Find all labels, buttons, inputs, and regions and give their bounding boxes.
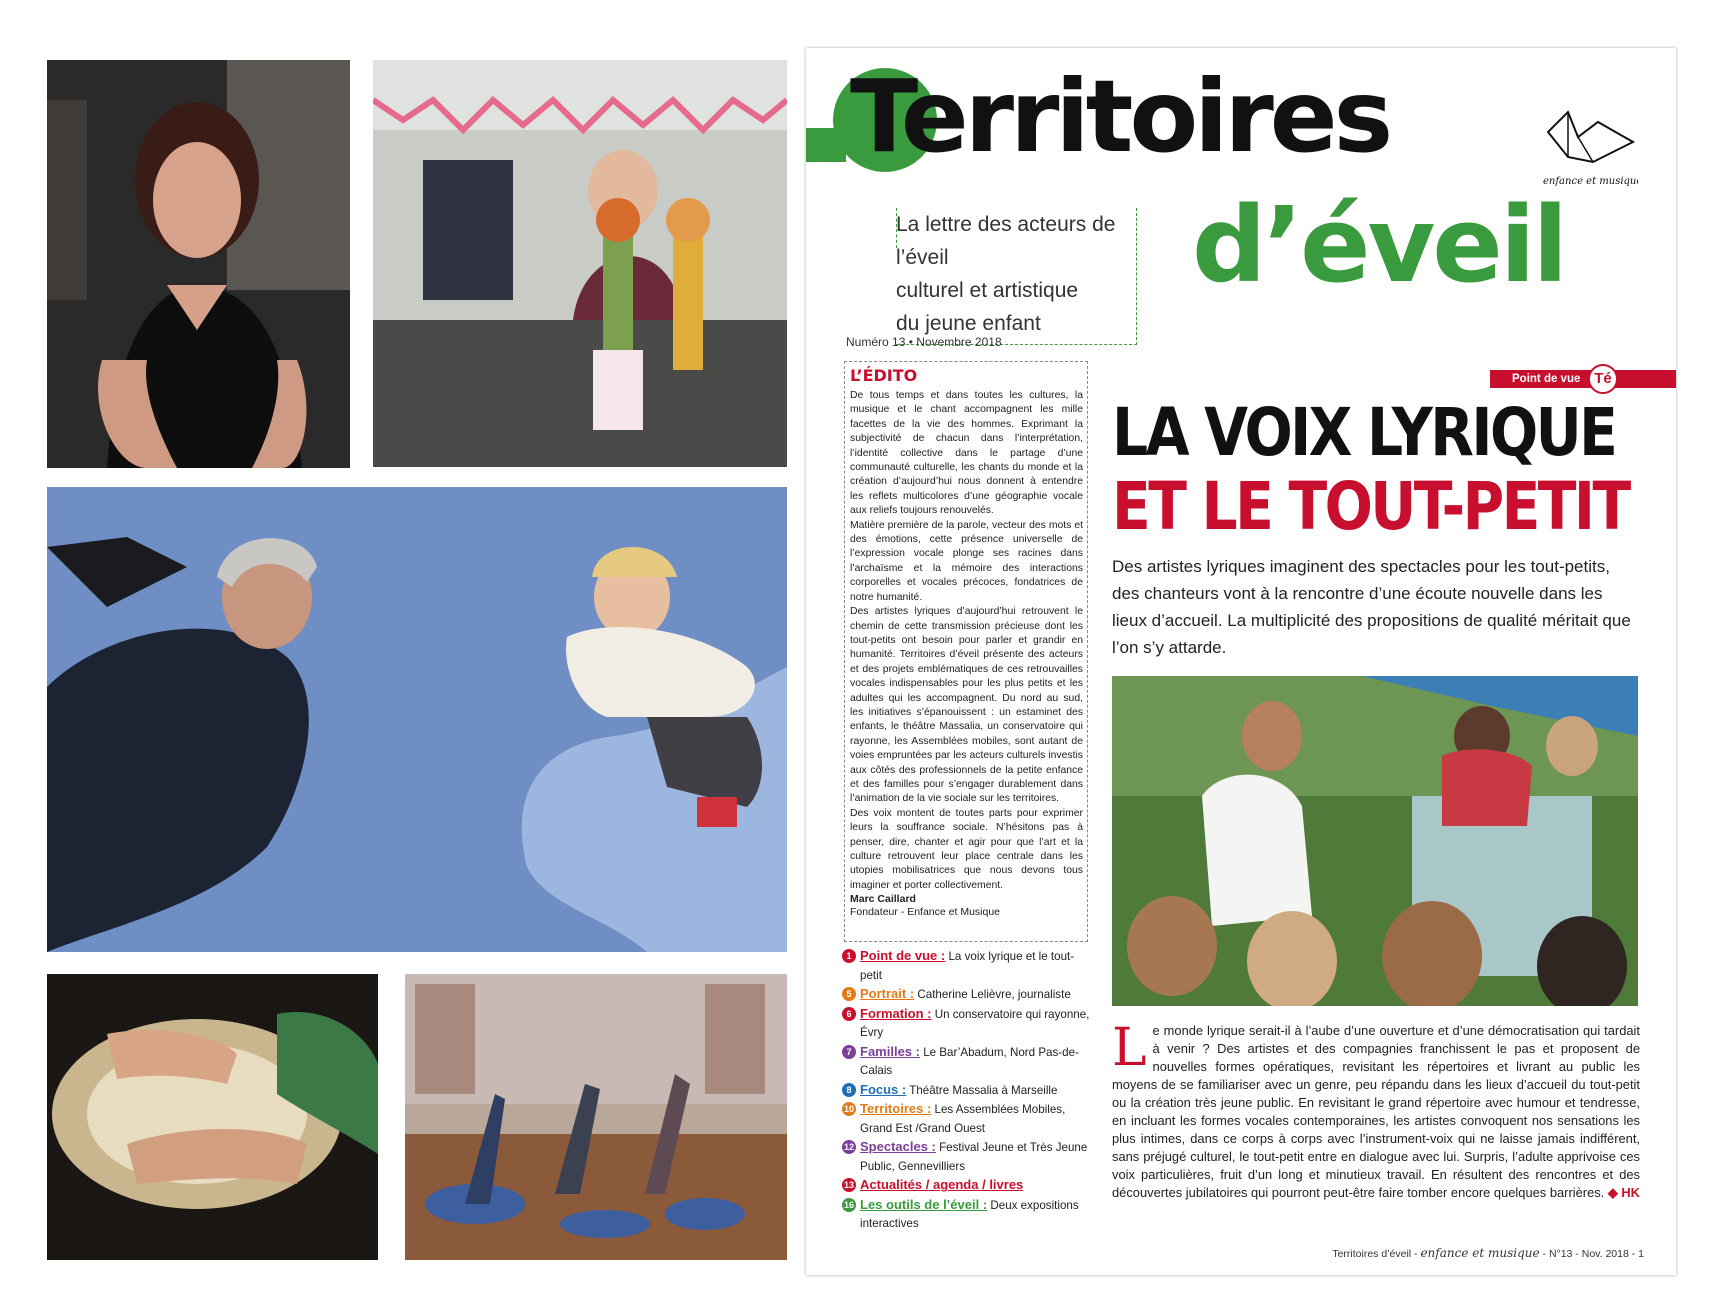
edito-paragraph: De tous temps et dans toutes les cultures, la musique et le chant accompagnent les mille facettes de la vie des hommes. Exprimant la subjectivité de chacun dans l’interprétation, l’identité collective dans le partage d’une communauté culturelle, les chants du monde et la création d’aujourd’hui nous donnent à entendre les reflets multicolores d’une géographie vocale aux reliefs toujours renouvelés. (850, 390, 1083, 517)
headline-line2: ET LE TOUT-PETIT (1112, 468, 1629, 545)
toc-description: Deux expositions interactives (860, 1198, 1079, 1230)
tagline-line: La lettre des acteurs de l’éveil (896, 213, 1116, 269)
toc-text (860, 1100, 1092, 1138)
portrait-photo (47, 60, 350, 468)
edito-box (844, 361, 1088, 942)
toc-text (860, 1196, 1092, 1234)
toc-number-badge: 10 (843, 1104, 854, 1114)
toc-label[interactable]: Actualités / agenda / livres (860, 1177, 1024, 1192)
article-body-text: e monde lyrique serait-il à l’aube d’une ouverture et d’une démocratisation qui tardait à venir ? Des artistes et des compagnies franchissent le pas et proposent de nouvelles formes opératiques, revisitant les répertoires et livrant au public les moyens de se familiariser avec un genre, peu répandu dans les lieux d’accueil du tout-petit ou la création très jeune public. En revisitant le grand répertoire avec humour et tendresse, en incluant les formes vocales contemporaines, les artistes convoquent nos sensations les plus intimes, dans ce corps à corps avec l’instrument-voix qui ne laisse jamais indifférent, sans préjugé culturel, le tout-petit entre en dialogue avec lui. Surpris, l’adulte apprivoise ces voix particulières, fruit d’un long et minutieux travail. En résultent des rencontres et des découvertes jubilatoires qui pourront peut-être faire tomber encore quelques barrières. (1112, 1023, 1640, 1200)
toc-item[interactable] (842, 1081, 1092, 1101)
toc-item[interactable] (842, 1043, 1092, 1081)
toc-label[interactable]: Familles : (860, 1043, 920, 1059)
toc-label[interactable]: Les outils de l’éveil : (860, 1196, 988, 1212)
toc-description: Catherine Lelièvre, journaliste (914, 988, 1071, 1001)
drop-cap: L (1112, 1018, 1147, 1078)
toc-description: Le Bar’Abadum, Nord Pas-de-Calais (860, 1045, 1079, 1077)
toc-label[interactable]: Point de vue : (860, 948, 946, 963)
toc-number-badge: 16 (843, 1199, 854, 1210)
section-tag: Point de vue (1490, 370, 1676, 388)
toc-label[interactable]: Spectacles : (860, 1139, 936, 1154)
tagline-line: culturel et artistique (896, 279, 1079, 302)
party-table-photo (373, 60, 787, 467)
section-tag-badge: Té (1588, 364, 1618, 394)
toc-number-badge: 8 (842, 1083, 856, 1097)
main-article-photo (1112, 676, 1638, 1006)
edito-paragraph: Des artistes lyriques d’aujourd’hui retrouvent le chemin de cette transmission précieuse dont les tout-petits ont besoin pour parler et grandir en humanité. Territoires d’éveil présente des acteurs et des projets emblématiques de ces retrouvailles vocales indispensables pour les plus petits et les adultes qui les accompagnent. Du nord au sud, les initiatives s’épanouissent : un estaminet des enfants, le théâtre Massalia, un conservatoire qui rayonne, les Assemblées mobiles, sont autant de voies empruntées par les acteurs culturels investis aux côtés des professionnels de la petite enfance et des familles pour s’engager durablement dans l’animation de la vie sociale sur les territoires. (850, 606, 1083, 805)
toc-text (860, 1005, 1092, 1043)
article-author: ◆ HK (1607, 1185, 1640, 1200)
toc-item[interactable] (842, 1005, 1092, 1043)
masthead-title-line1: Territoires (850, 58, 1390, 175)
toc-number-badge: 1 (842, 949, 856, 963)
singer-child-photo (47, 487, 787, 952)
toc-text (860, 1138, 1092, 1176)
page-footer (1332, 1246, 1644, 1260)
toc-description: Un conservatoire qui rayonne, Évry (860, 1007, 1090, 1039)
edito-paragraph: Matière première de la parole, vecteur des mots et des émotions, cette présence universelle de l’expression vocale plonge ses racines dans l’archaïsme et la mémoire des interactions corporelles et vocales précoces, fondatrices de notre humanité. (850, 519, 1083, 603)
tagline (896, 208, 1137, 345)
dance-room-photo (405, 974, 787, 1260)
edito-paragraph: Des voix montent de toutes parts pour exprimer leurs la souffrance sociale. N’hésitons pas à penser, dire, chanter et agir pour que l’art et la culture retrouvent leur place centrale dans les utopies mobilisatrices que nous devons tous imaginer et porter collectivement. (850, 807, 1083, 891)
toc-item[interactable] (842, 1176, 1092, 1196)
article-body (1112, 1018, 1640, 1202)
toc-item[interactable] (842, 1196, 1092, 1234)
article-lede: Des artistes lyriques imaginent des spectacles pour les tout-petits, des chanteurs vont à la rencontre d’une écoute nouvelle dans les lieux d’accueil. La multiplicité des propositions de qualité méritait que l’on s’y attarde. (1112, 557, 1631, 657)
newsletter-page (806, 48, 1676, 1275)
toc-item[interactable] (842, 1138, 1092, 1176)
toc-description: Les Assemblées Mobiles, Grand Est /Grand Ouest (860, 1103, 1066, 1135)
toc-label[interactable]: Portrait : (860, 986, 915, 1001)
footer-right: - N°13 - Nov. 2018 - 1 (1539, 1248, 1644, 1260)
toc-number-badge: 6 (842, 1007, 856, 1021)
toc-item[interactable] (842, 985, 1092, 1005)
masthead-title-line2: d’éveil (1192, 184, 1566, 306)
toc-number-badge: 5 (842, 987, 856, 1001)
toc-text (860, 1081, 1057, 1101)
toc-description: La voix lyrique et le tout-petit (860, 950, 1075, 982)
toc-text (860, 985, 1071, 1005)
table-of-contents (842, 947, 1092, 1234)
edito-signature: Marc Caillard (850, 893, 916, 906)
toc-item[interactable] (842, 947, 1092, 985)
toc-description: Festival Jeune et Très Jeune Public, Gennevilliers (860, 1141, 1088, 1173)
issue-number: Numéro 13 • Novembre 2018 (846, 335, 1002, 349)
toc-number-badge: 7 (842, 1045, 856, 1059)
footer-brand: enfance et musique (1420, 1246, 1540, 1260)
toc-item[interactable] (842, 1100, 1092, 1138)
brand-logo (1538, 102, 1638, 192)
tagline-line: du jeune enfant (896, 312, 1041, 335)
toc-description: Théâtre Massalia à Marseille (906, 1083, 1058, 1097)
edito-title: L’ÉDITO (850, 366, 918, 385)
footer-left: Territoires d’éveil - (1332, 1248, 1421, 1260)
edito-role: Fondateur - Enfance et Musique (850, 906, 1001, 919)
toc-number-badge: 13 (843, 1180, 854, 1190)
toc-text (860, 947, 1092, 985)
toc-text (860, 1043, 1092, 1081)
toc-text (860, 1176, 1023, 1196)
toc-number-badge: 12 (843, 1142, 854, 1152)
hands-light-photo (47, 974, 378, 1260)
brand-logo-text: enfance et musique (1543, 176, 1638, 187)
toc-label[interactable]: Formation : (860, 1005, 932, 1021)
toc-label[interactable]: Focus : (860, 1081, 907, 1097)
toc-label[interactable]: Territoires : (860, 1101, 932, 1116)
headline-line1: LA VOIX LYRIQUE (1112, 394, 1616, 471)
